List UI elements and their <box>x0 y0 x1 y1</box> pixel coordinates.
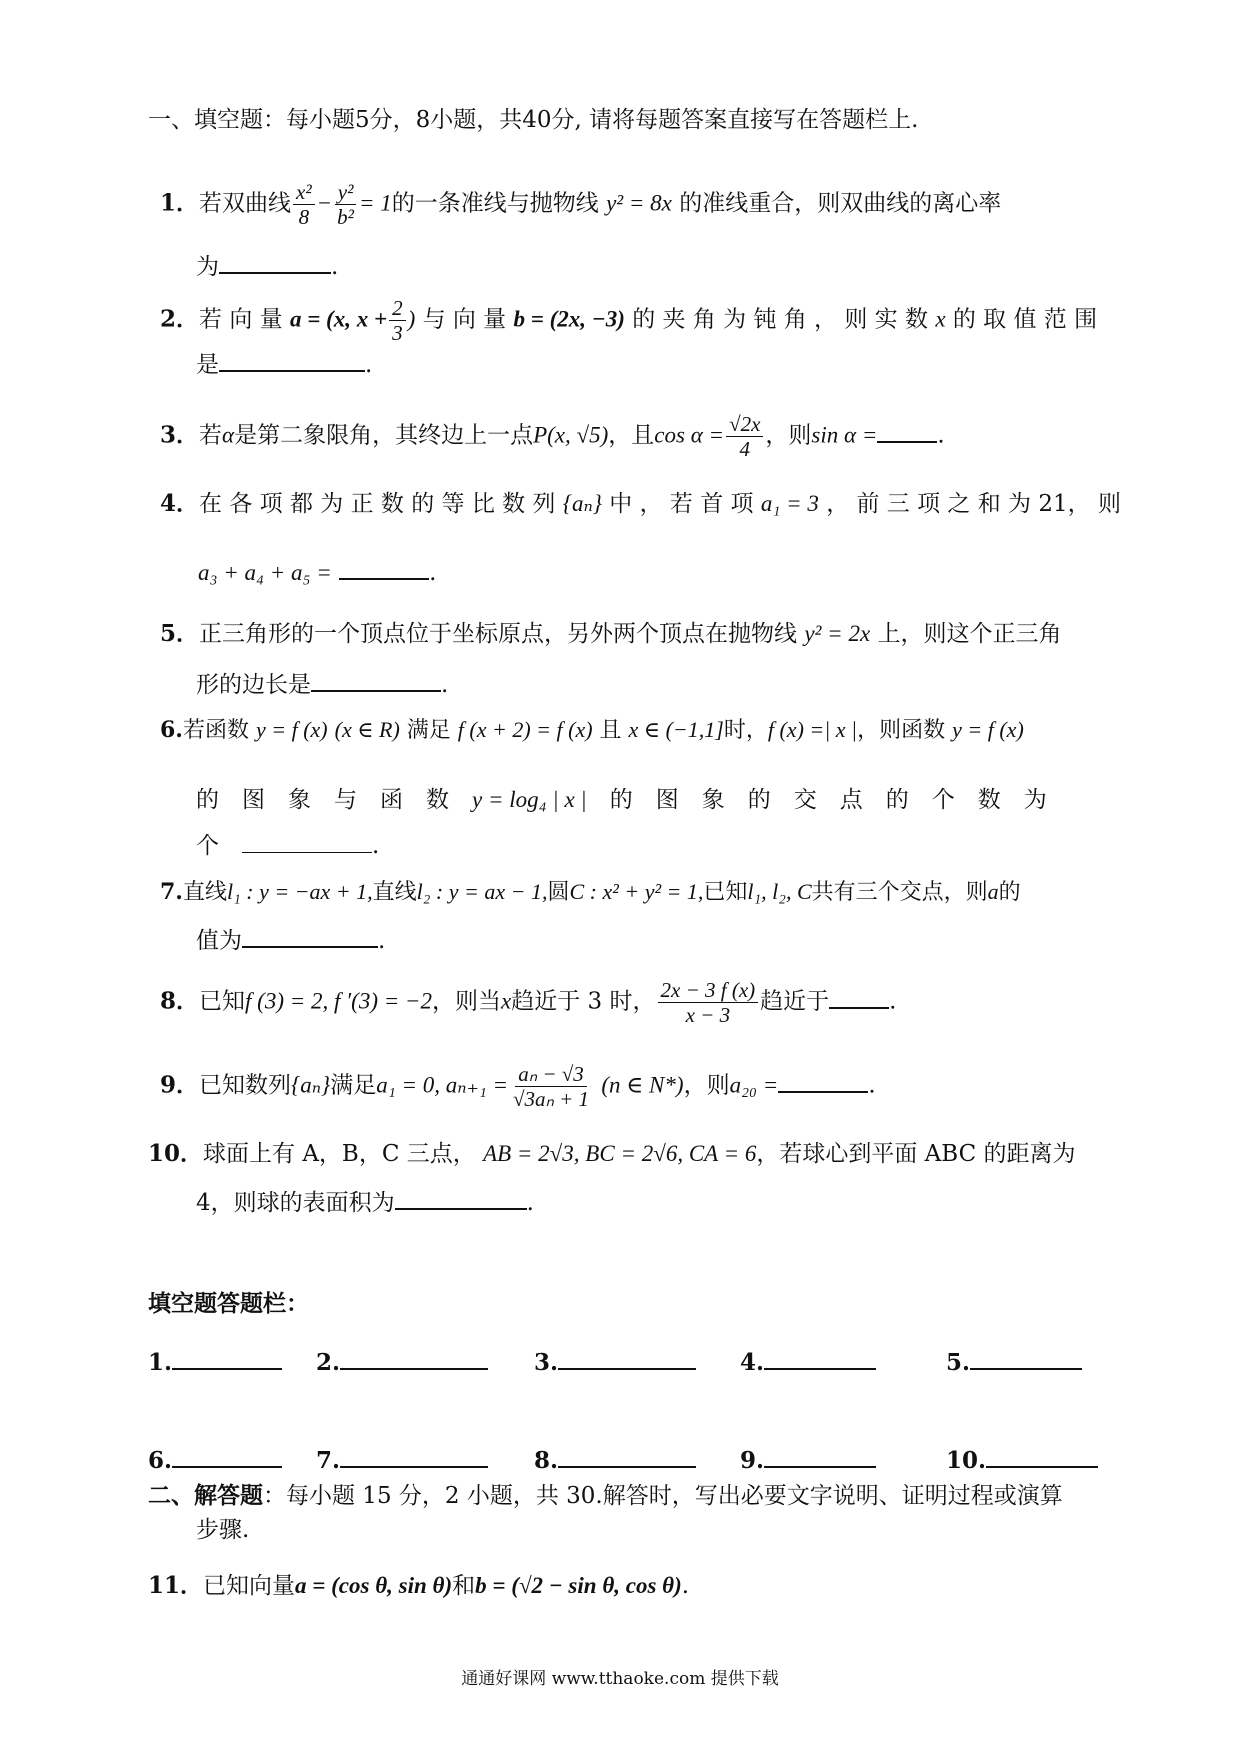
question-6: 6.若函数 y = f (x) (x ∈ R) 满足 f (x + 2) = f (x) 且 x ∈ (−1,1]时，f (x) =| x |，则函数 y = f (x) <box>160 717 1024 743</box>
answer-slot-1[interactable]: 1. <box>148 1346 282 1378</box>
question-7: 7.直线l₁ : y = −ax + 1,直线l₂ : y = ax − 1,圆C : x² + y² = 1,已知l₁, l₂, C共有三个交点，则a的 <box>160 879 1021 905</box>
answer-slot-3[interactable]: 3. <box>534 1346 696 1378</box>
question-9: 9．已知数列{aₙ}满足a₁ = 0, aₙ₊₁ = $\frac{\text{aₙ − √3}}{\text{√3aₙ + 1}}$ (n ∈ N*)，则a₂₀ = . <box>160 1062 876 1111</box>
question-8: 8．已知f (3) = 2, f ′(3) = −2，则当x趋近于 3 时， $\frac{2x - 3 f (x)}{x - 3}$ 趋近于 . <box>160 978 897 1027</box>
q10-line2: 4，则球的表面积为 . <box>196 1186 534 1219</box>
q6-blank[interactable] <box>242 834 372 853</box>
question-3: 3．若α是第二象限角，其终边上一点P(x, √5)，且cos α = $\frac{√2x}{4}$ ，则sin α = . <box>160 412 945 461</box>
q8-blank[interactable] <box>829 985 889 1009</box>
q3-fraction: $\frac{√2x}{4}$ <box>726 412 763 461</box>
q4-blank[interactable] <box>339 556 429 580</box>
page-footer: 通通好课网 www.tthaoke.com 提供下载 <box>461 1669 779 1689</box>
answer-slot-2[interactable]: 2. <box>316 1346 488 1378</box>
question-5: 5．正三角形的一个顶点位于坐标原点，另外两个顶点在抛物线 y² = 2x 上，则这个正三角 <box>160 620 1062 647</box>
q1-fraction-1: $\frac{\text{x²}}{8}$ <box>293 180 315 229</box>
section1-header: 一、填空题：每小题5分，8小题，共40分, 请将每题答案直接写在答题栏上. <box>148 107 919 133</box>
q1-blank[interactable] <box>219 250 331 274</box>
q8-fraction: $\frac{2x - 3 f (x)}{x - 3}$ <box>658 978 759 1027</box>
q1-number: 1． <box>160 189 200 217</box>
q6-line3: 个 . <box>196 833 380 859</box>
answer-slot-8[interactable]: 8. <box>534 1444 696 1476</box>
answer-slot-4[interactable]: 4. <box>740 1346 876 1378</box>
answer-slot-9[interactable]: 9. <box>740 1444 876 1476</box>
q7-line2: 值为 . <box>196 924 385 957</box>
q7-blank[interactable] <box>242 924 378 948</box>
q9-blank[interactable] <box>778 1069 868 1093</box>
answer-slot-10[interactable]: 10. <box>946 1444 1098 1476</box>
q1-line2: 为 . <box>196 250 338 283</box>
question-11: 11．已知向量a = (cos θ, sin θ)和b = (√2 − sin θ, cos θ). <box>148 1572 690 1599</box>
question-1: 1．若双曲线 $\frac{\text{x²}}{8}$ − $\frac{\text{y²}}{\text{b²}}$ = 1的一条准线与抛物线 y² = 8x 的准线重合，则双曲线的离心率 <box>160 180 1002 229</box>
q6-line2: 的 图 象 与 函 数 y = log₄ | x | 的 图 象 的 交 点 的 个 数 为 <box>196 787 1047 813</box>
q10-blank[interactable] <box>395 1186 527 1210</box>
q4-line2: a₃ + a₄ + a₅ = . <box>198 556 436 589</box>
answer-slot-6[interactable]: 6. <box>148 1444 282 1476</box>
question-10: 10．球面上有 A，B，C 三点， AB = 2√3, BC = 2√6, CA = 6，若球心到平面 ABC 的距离为 <box>148 1140 1076 1167</box>
answer-section-title: 填空题答题栏： <box>148 1290 309 1317</box>
q9-fraction: $\frac{\text{aₙ − √3}}{\text{√3aₙ + 1}}$ <box>512 1062 590 1111</box>
q2-blank[interactable] <box>219 348 365 372</box>
section2-header: 二、解答题：每小题 15 分，2 小题，共 30.解答时，写出必要文字说明、证明过程或演算 <box>148 1482 1063 1509</box>
q5-blank[interactable] <box>311 668 441 692</box>
q2-line2: 是 . <box>196 348 372 381</box>
q1-fraction-2: $\frac{\text{y²}}{\text{b²}}$ <box>334 180 357 229</box>
q3-blank[interactable] <box>877 419 937 443</box>
answer-slot-5[interactable]: 5. <box>946 1346 1082 1378</box>
section2-line2: 步骤. <box>196 1517 250 1543</box>
q2-fraction: $\frac{2}{3}$ <box>389 296 406 345</box>
question-4: 4．在 各 项 都 为 正 数 的 等 比 数 列 {aₙ} 中 ， 若 首 项 a₁ = 3 ， 前 三 项 之 和 为 21， 则 <box>160 490 1121 517</box>
question-2: 2．若 向 量 a = (x, x + $\frac{2}{3}$ ) 与 向 量 b = (2x, −3) 的 夹 角 为 钝 角 ， 则 实 数 x 的 取 值 范 围 <box>160 296 1098 345</box>
q5-line2: 形的边长是 . <box>196 668 448 701</box>
answer-slot-7[interactable]: 7. <box>316 1444 488 1476</box>
